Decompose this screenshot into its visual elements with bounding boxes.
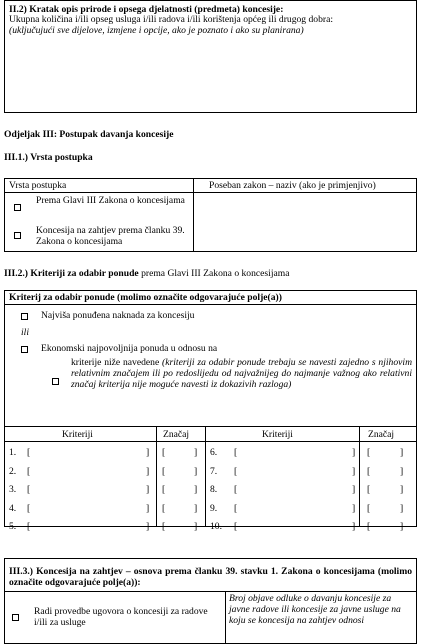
bracket-open: [ (234, 484, 238, 495)
bracket-open: [ (162, 502, 166, 514)
criterion-number: 4. (9, 502, 17, 514)
weight-input[interactable]: ] (194, 447, 198, 458)
col-kriteriji-left: Kriteriji (62, 429, 93, 440)
checkbox-kriteriji[interactable] (52, 378, 59, 385)
bracket-open: [ (234, 465, 238, 477)
checkbox-glava-iii[interactable] (14, 204, 21, 211)
bracket-open: [ (27, 447, 31, 458)
col-kriteriji-right: Kriteriji (262, 429, 293, 440)
bracket-open: [ (367, 447, 371, 458)
criterion-number: 1. (9, 447, 17, 458)
bracket-open: [ (162, 484, 166, 495)
section-iii2-header: Kriterij za odabir ponude (molimo označite odgovarajuće polje(a)) (9, 292, 282, 303)
bracket-open: [ (27, 465, 31, 477)
bracket-open: [ (162, 447, 166, 458)
criterion-input[interactable]: ] (352, 521, 356, 532)
section-iii2-title: III.2.) Kriteriji za odabir ponude prema Glavi III Zakona o koncesijama (4, 268, 290, 279)
option-kriteriji: kriterije niže navedene (kriteriji za odabir ponude trebaju se navesti zajedno s njihovim relativnim značajem ili po redoslijedu od najvažnijeg do najmanje važnog ako relativni značaj kriterija nije moguće navesti iz dokazivih razloga) (71, 357, 412, 390)
criterion-input[interactable]: ] (146, 521, 150, 532)
weight-input[interactable]: ] (194, 521, 198, 532)
note-broj-objave: Broj objave odluke o davanju koncesije za javne radove ili koncesije za javne usluge na koju se koncesija na zahtjev odnosi (229, 593, 401, 626)
bracket-open: [ (367, 502, 371, 514)
section-ii2-title: II.2) Kratak opis prirode i opsega djelatnosti (predmeta) koncesije: (9, 4, 284, 15)
criterion-number: 9. (210, 502, 218, 514)
criterion-input[interactable]: ] (146, 484, 150, 495)
bracket-open: [ (27, 502, 31, 514)
criterion-input[interactable]: ] (352, 484, 356, 495)
option-provedba-ugovora: Radi provedbe ugovora o koncesiji za radove i/ili za usluge (34, 606, 208, 628)
weight-input[interactable]: ] (400, 465, 404, 477)
criterion-input[interactable]: ] (352, 465, 356, 477)
criterion-input[interactable]: ] (352, 447, 356, 458)
bracket-open: [ (234, 521, 238, 532)
criterion-number: 2. (9, 465, 17, 477)
weight-input[interactable]: ] (400, 502, 404, 514)
weight-input[interactable]: ] (194, 465, 198, 477)
bracket-open: [ (367, 465, 371, 477)
criterion-number: 6. (210, 447, 218, 458)
criterion-input[interactable]: ] (146, 465, 150, 477)
bracket-open: [ (162, 521, 166, 532)
criterion-number: 10. (210, 521, 222, 532)
bracket-open: [ (234, 447, 238, 458)
col-znacaj-right: Značaj (368, 429, 395, 440)
bracket-open: [ (367, 484, 371, 495)
section-iii1-col1: Vrsta postupka (9, 180, 67, 191)
option-na-zahtjev: Koncesija na zahtjev prema članku 39. Zakona o koncesijama (36, 225, 185, 247)
weight-input[interactable]: ] (400, 521, 404, 532)
checkbox-ekonomski[interactable] (21, 346, 28, 353)
weight-input[interactable]: ] (400, 447, 404, 458)
criterion-input[interactable]: ] (146, 502, 150, 514)
section-iii1-title: III.1.) Vrsta postupka (4, 152, 93, 163)
bracket-open: [ (162, 465, 166, 477)
criterion-number: 3. (9, 484, 17, 495)
section-iii3-title: III.3.) Koncesija na zahtjev – osnova prema članku 39. stavku 1. Zakona o koncesijama (molimo označite odgovarajuće polje(a)): (9, 566, 412, 588)
criterion-input[interactable]: ] (146, 447, 150, 458)
criterion-number: 8. (210, 484, 218, 495)
criterion-input[interactable]: ] (352, 502, 356, 514)
checkbox-najvisa-naknada[interactable] (21, 313, 28, 320)
checkbox-na-zahtjev[interactable] (14, 232, 21, 239)
option-najvisa-naknada: Najviša ponuđena naknada za koncesiju (41, 310, 195, 321)
weight-input[interactable]: ] (400, 484, 404, 495)
bracket-open: [ (27, 484, 31, 495)
checkbox-provedba-ugovora[interactable] (12, 614, 19, 621)
bracket-open: [ (367, 521, 371, 532)
option-glava-iii: Prema Glavi III Zakona o koncesijama (36, 195, 185, 206)
bracket-open: [ (27, 521, 31, 532)
weight-input[interactable]: ] (194, 502, 198, 514)
criterion-number: 7. (210, 465, 218, 477)
criterion-number: 5. (9, 521, 17, 532)
label-ili: ili (21, 327, 29, 338)
option-ekonomski: Ekonomski najpovoljnija ponuda u odnosu na (41, 343, 218, 354)
bracket-open: [ (234, 502, 238, 514)
section-ii2-line1: Ukupna količina i/ili opseg usluga i/ili radova i/ili korištenja općeg ili drugog dobra: (9, 14, 333, 25)
weight-input[interactable]: ] (194, 484, 198, 495)
col-znacaj-left: Značaj (163, 429, 190, 440)
section-iii-title: Odjeljak III: Postupak davanja koncesije (4, 129, 174, 140)
section-iii1-col2: Poseban zakon – naziv (ako je primjenjivo) (209, 180, 376, 191)
section-ii2-line2: (uključujući sve dijelove, izmjene i opcije, ako je poznato i ako su planirana) (9, 25, 304, 36)
